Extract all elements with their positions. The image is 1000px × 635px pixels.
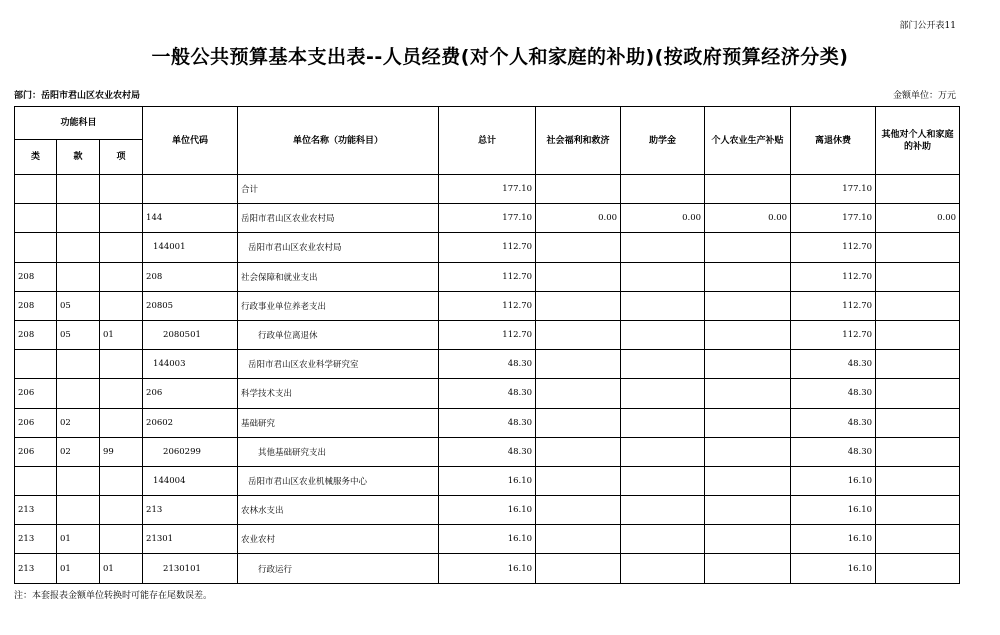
cell-unit-name: 岳阳市君山区农业农村局: [238, 204, 439, 233]
cell-scholarship: [621, 496, 705, 525]
header-total: 总计: [439, 107, 536, 175]
cell-unit-code: 208: [143, 262, 238, 291]
cell-agri-subsidy: [705, 408, 791, 437]
table-row: [15, 466, 960, 495]
cell-retirement: 16.10: [791, 525, 876, 554]
header-unit-code: 单位代码: [143, 107, 238, 175]
cell-agri-subsidy: [705, 379, 791, 408]
table-row: [15, 437, 960, 466]
cell-unit-code: 2130101: [143, 554, 238, 583]
cell-other-subsidy: [876, 175, 960, 204]
cell-kuan: 05: [57, 320, 100, 349]
cell-total: 112.70: [439, 262, 536, 291]
cell-unit-code: 144001: [143, 233, 238, 262]
cell-unit-name: 基础研究: [238, 408, 439, 437]
table-row: [15, 262, 960, 291]
cell-agri-subsidy: [705, 262, 791, 291]
form-number: 部门公开表11: [899, 21, 956, 31]
cell-social-welfare: [536, 320, 621, 349]
header-kuan: 款: [57, 140, 100, 175]
cell-kuan: 05: [57, 291, 100, 320]
cell-xiang: [100, 525, 143, 554]
header-agri-subsidy: 个人农业生产补贴: [705, 107, 791, 175]
cell-scholarship: [621, 233, 705, 262]
cell-kuan: [57, 466, 100, 495]
cell-unit-code: 2080501: [143, 320, 238, 349]
cell-lei: 208: [15, 262, 57, 291]
cell-unit-code: 2060299: [143, 437, 238, 466]
cell-total: 112.70: [439, 320, 536, 349]
cell-unit-name: 农业农村: [238, 525, 439, 554]
cell-agri-subsidy: [705, 320, 791, 349]
cell-social-welfare: [536, 262, 621, 291]
cell-scholarship: [621, 379, 705, 408]
cell-retirement: 48.30: [791, 350, 876, 379]
cell-unit-name: 科学技术支出: [238, 379, 439, 408]
cell-other-subsidy: [876, 320, 960, 349]
cell-total: 48.30: [439, 379, 536, 408]
cell-xiang: [100, 233, 143, 262]
cell-agri-subsidy: [705, 466, 791, 495]
cell-social-welfare: 0.00: [536, 204, 621, 233]
table-row: [15, 175, 960, 204]
cell-xiang: [100, 175, 143, 204]
cell-other-subsidy: [876, 496, 960, 525]
cell-scholarship: 0.00: [621, 204, 705, 233]
cell-social-welfare: [536, 233, 621, 262]
cell-kuan: [57, 204, 100, 233]
cell-agri-subsidy: 0.00: [705, 204, 791, 233]
cell-other-subsidy: [876, 262, 960, 291]
cell-retirement: 16.10: [791, 496, 876, 525]
cell-other-subsidy: [876, 408, 960, 437]
cell-unit-code: 213: [143, 496, 238, 525]
cell-total: 48.30: [439, 408, 536, 437]
cell-xiang: 99: [100, 437, 143, 466]
cell-lei: 206: [15, 408, 57, 437]
cell-social-welfare: [536, 554, 621, 583]
header-scholarship: 助学金: [621, 107, 705, 175]
header-unit-name: 单位名称（功能科目）: [238, 107, 439, 175]
cell-scholarship: [621, 291, 705, 320]
cell-scholarship: [621, 525, 705, 554]
cell-scholarship: [621, 437, 705, 466]
cell-kuan: [57, 233, 100, 262]
cell-unit-name: 其他基础研究支出: [238, 437, 439, 466]
cell-social-welfare: [536, 291, 621, 320]
cell-other-subsidy: [876, 291, 960, 320]
cell-retirement: 112.70: [791, 320, 876, 349]
cell-unit-code: 144003: [143, 350, 238, 379]
cell-agri-subsidy: [705, 175, 791, 204]
table-row: [15, 320, 960, 349]
table-row: [15, 233, 960, 262]
cell-lei: [15, 204, 57, 233]
cell-other-subsidy: [876, 466, 960, 495]
cell-scholarship: [621, 554, 705, 583]
table-body: [15, 175, 960, 584]
table-row: [15, 496, 960, 525]
cell-unit-name: 行政单位离退休: [238, 320, 439, 349]
cell-lei: 208: [15, 291, 57, 320]
cell-social-welfare: [536, 350, 621, 379]
cell-social-welfare: [536, 408, 621, 437]
header-function-subject: 功能科目: [15, 107, 143, 140]
cell-kuan: [57, 496, 100, 525]
cell-unit-code: 20602: [143, 408, 238, 437]
cell-lei: [15, 466, 57, 495]
cell-scholarship: [621, 262, 705, 291]
table-row: [15, 525, 960, 554]
cell-total: 48.30: [439, 437, 536, 466]
footnote: 注：本套报表金额单位转换时可能存在尾数误差。: [14, 591, 213, 601]
cell-xiang: 01: [100, 554, 143, 583]
cell-scholarship: [621, 175, 705, 204]
cell-xiang: [100, 350, 143, 379]
cell-other-subsidy: 0.00: [876, 204, 960, 233]
cell-agri-subsidy: [705, 291, 791, 320]
cell-retirement: 16.10: [791, 554, 876, 583]
cell-lei: 213: [15, 525, 57, 554]
cell-retirement: 112.70: [791, 291, 876, 320]
cell-unit-name: 行政运行: [238, 554, 439, 583]
cell-retirement: 48.30: [791, 437, 876, 466]
cell-unit-name: 岳阳市君山区农业机械服务中心: [238, 466, 439, 495]
cell-kuan: 02: [57, 408, 100, 437]
header-social-welfare: 社会福利和救济: [536, 107, 621, 175]
cell-xiang: [100, 466, 143, 495]
cell-total: 177.10: [439, 204, 536, 233]
header-lei: 类: [15, 140, 57, 175]
cell-unit-code: 144004: [143, 466, 238, 495]
page-title: 一般公共预算基本支出表--人员经费(对个人和家庭的补助)(按政府预算经济分类): [151, 46, 849, 68]
amount-unit-label: 金额单位：万元: [892, 91, 956, 101]
header-other-subsidy: 其他对个人和家庭的补助: [876, 107, 960, 175]
cell-kuan: 02: [57, 437, 100, 466]
cell-scholarship: [621, 350, 705, 379]
cell-agri-subsidy: [705, 233, 791, 262]
cell-scholarship: [621, 466, 705, 495]
cell-agri-subsidy: [705, 496, 791, 525]
cell-social-welfare: [536, 437, 621, 466]
table-row: [15, 204, 960, 233]
cell-unit-name: 岳阳市君山区农业科学研究室: [238, 350, 439, 379]
cell-scholarship: [621, 408, 705, 437]
cell-other-subsidy: [876, 554, 960, 583]
cell-total: 16.10: [439, 554, 536, 583]
cell-unit-name: 社会保障和就业支出: [238, 262, 439, 291]
cell-lei: 206: [15, 437, 57, 466]
cell-unit-code: [143, 175, 238, 204]
cell-xiang: [100, 379, 143, 408]
cell-retirement: 48.30: [791, 379, 876, 408]
cell-unit-name: 行政事业单位养老支出: [238, 291, 439, 320]
cell-agri-subsidy: [705, 525, 791, 554]
cell-lei: 213: [15, 554, 57, 583]
cell-unit-name: 岳阳市君山区农业农村局: [238, 233, 439, 262]
cell-retirement: 48.30: [791, 408, 876, 437]
cell-kuan: [57, 350, 100, 379]
cell-social-welfare: [536, 175, 621, 204]
cell-xiang: [100, 291, 143, 320]
cell-unit-name: 合计: [238, 175, 439, 204]
cell-unit-code: 20805: [143, 291, 238, 320]
cell-unit-code: 21301: [143, 525, 238, 554]
cell-total: 112.70: [439, 291, 536, 320]
cell-xiang: 01: [100, 320, 143, 349]
cell-retirement: 177.10: [791, 175, 876, 204]
cell-social-welfare: [536, 379, 621, 408]
cell-agri-subsidy: [705, 350, 791, 379]
cell-total: 16.10: [439, 496, 536, 525]
cell-lei: 206: [15, 379, 57, 408]
cell-social-welfare: [536, 466, 621, 495]
cell-unit-name: 农林水支出: [238, 496, 439, 525]
cell-retirement: 112.70: [791, 233, 876, 262]
cell-other-subsidy: [876, 525, 960, 554]
cell-total: 48.30: [439, 350, 536, 379]
cell-lei: 213: [15, 496, 57, 525]
cell-kuan: 01: [57, 525, 100, 554]
cell-other-subsidy: [876, 437, 960, 466]
cell-lei: [15, 233, 57, 262]
table-row: [15, 554, 960, 583]
cell-other-subsidy: [876, 350, 960, 379]
table-row: [15, 291, 960, 320]
cell-lei: 208: [15, 320, 57, 349]
table-row: [15, 408, 960, 437]
cell-retirement: 16.10: [791, 466, 876, 495]
department-label: 部门：岳阳市君山区农业农村局: [14, 91, 141, 101]
header-retirement: 离退休费: [791, 107, 876, 175]
cell-agri-subsidy: [705, 554, 791, 583]
table-row: [15, 350, 960, 379]
header-xiang: 项: [100, 140, 143, 175]
cell-kuan: [57, 175, 100, 204]
cell-kuan: [57, 262, 100, 291]
cell-unit-code: 144: [143, 204, 238, 233]
cell-retirement: 112.70: [791, 262, 876, 291]
cell-total: 16.10: [439, 525, 536, 554]
cell-unit-code: 206: [143, 379, 238, 408]
cell-xiang: [100, 408, 143, 437]
cell-retirement: 177.10: [791, 204, 876, 233]
cell-other-subsidy: [876, 233, 960, 262]
cell-kuan: 01: [57, 554, 100, 583]
cell-agri-subsidy: [705, 437, 791, 466]
cell-total: 16.10: [439, 466, 536, 495]
cell-xiang: [100, 262, 143, 291]
budget-table: [14, 106, 960, 584]
table-row: [15, 379, 960, 408]
cell-lei: [15, 350, 57, 379]
cell-xiang: [100, 204, 143, 233]
cell-total: 112.70: [439, 233, 536, 262]
cell-lei: [15, 175, 57, 204]
cell-total: 177.10: [439, 175, 536, 204]
cell-scholarship: [621, 320, 705, 349]
cell-kuan: [57, 379, 100, 408]
cell-xiang: [100, 496, 143, 525]
cell-social-welfare: [536, 496, 621, 525]
cell-social-welfare: [536, 525, 621, 554]
cell-other-subsidy: [876, 379, 960, 408]
